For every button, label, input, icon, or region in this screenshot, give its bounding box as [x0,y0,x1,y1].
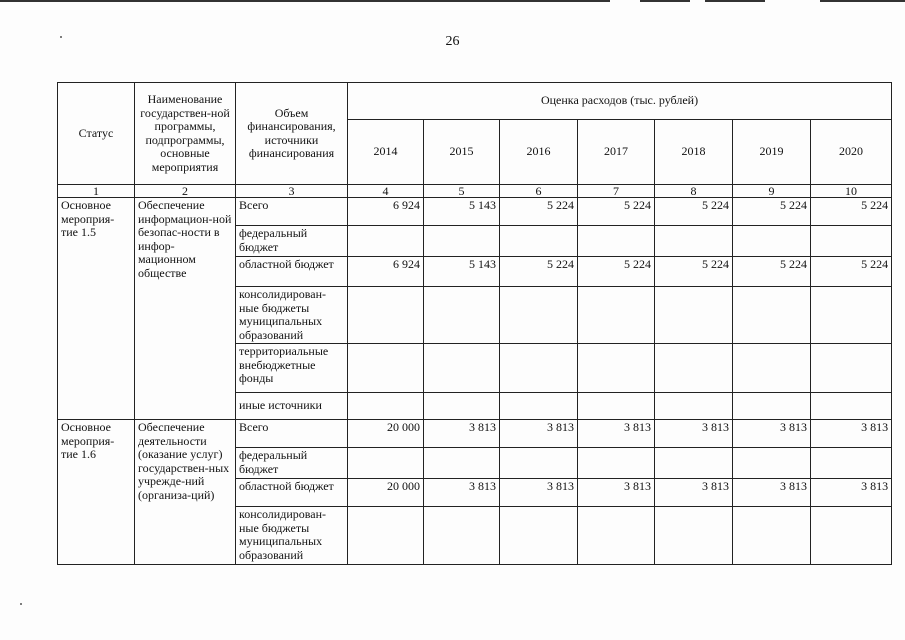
value-cell [424,287,500,344]
value-cell [348,507,424,565]
funding-source: территориальные внебюджетные фонды [236,344,348,393]
value-cell [424,344,500,393]
funding-source: федеральный бюджет [236,448,348,479]
value-cell [655,287,733,344]
value-cell: 5 224 [811,198,892,226]
value-cell [500,393,578,420]
value-cell [655,344,733,393]
value-cell: 5 143 [424,257,500,287]
header-funding: Объем финансирования, источники финансирования [236,83,348,185]
value-cell [811,448,892,479]
value-cell [424,226,500,257]
value-cell: 5 143 [424,198,500,226]
table-row [58,198,892,226]
value-cell [500,344,578,393]
value-cell: 3 813 [733,420,811,448]
value-cell [348,344,424,393]
value-cell: 5 224 [578,198,655,226]
value-cell: 3 813 [655,420,733,448]
scan-speck [20,603,22,605]
funding-source: федеральный бюджет [236,226,348,257]
value-cell [811,226,892,257]
value-cell [500,287,578,344]
column-number-row [58,185,892,198]
value-cell: 3 813 [655,479,733,507]
value-cell [348,226,424,257]
header-estimate: Оценка расходов (тыс. рублей) [348,83,892,120]
value-cell [655,393,733,420]
column-number: 3 [236,185,348,198]
value-cell [348,287,424,344]
value-cell [424,448,500,479]
value-cell: 5 224 [500,257,578,287]
status-cell: Основное мероприя-тие 1.6 [58,420,135,565]
column-number: 6 [500,185,578,198]
value-cell [655,448,733,479]
column-number: 9 [733,185,811,198]
value-cell [733,507,811,565]
status-cell: Основное мероприя-тие 1.5 [58,198,135,420]
value-cell [424,507,500,565]
funding-source: консолидирован-ные бюджеты муниципальных образований [236,287,348,344]
value-cell [578,393,655,420]
value-cell: 6 924 [348,257,424,287]
value-cell: 3 813 [811,420,892,448]
page-top-edge [0,0,905,3]
header-year: 2019 [733,120,811,185]
funding-source: иные источники [236,393,348,420]
header-status: Статус [58,83,135,185]
header-year: 2017 [578,120,655,185]
value-cell [811,344,892,393]
funding-source: консолидирован-ные бюджеты муниципальных образований [236,507,348,565]
funding-source: областной бюджет [236,479,348,507]
column-number: 7 [578,185,655,198]
value-cell [733,226,811,257]
value-cell [655,226,733,257]
header-year: 2014 [348,120,424,185]
value-cell [500,448,578,479]
value-cell: 3 813 [578,420,655,448]
value-cell [655,507,733,565]
value-cell [500,507,578,565]
column-number: 1 [58,185,135,198]
value-cell: 5 224 [500,198,578,226]
value-cell: 3 813 [500,420,578,448]
value-cell: 5 224 [655,257,733,287]
value-cell [733,448,811,479]
page-number: 26 [445,34,460,49]
value-cell [733,393,811,420]
measure-name-cell: Обеспечение информацион-ной безопас-ности в инфор-мационном обществе [135,198,236,420]
value-cell: 3 813 [500,479,578,507]
value-cell [578,507,655,565]
value-cell [578,226,655,257]
value-cell [811,287,892,344]
value-cell [424,393,500,420]
value-cell: 5 224 [578,257,655,287]
value-cell [578,448,655,479]
value-cell: 20 000 [348,479,424,507]
column-number: 8 [655,185,733,198]
funding-source: Всего [236,198,348,226]
header-year: 2018 [655,120,733,185]
value-cell: 3 813 [424,420,500,448]
value-cell [733,287,811,344]
value-cell [348,448,424,479]
value-cell [348,393,424,420]
funding-source: Всего [236,420,348,448]
value-cell: 6 924 [348,198,424,226]
value-cell: 5 224 [811,257,892,287]
value-cell [500,226,578,257]
header-year: 2016 [500,120,578,185]
measure-name-cell: Обеспечение деятельности (оказание услуг) государствен-ных учрежде-ний (организа-ций) [135,420,236,565]
value-cell: 5 224 [655,198,733,226]
value-cell: 3 813 [733,479,811,507]
header-program-name: Наименование государствен-ной программы, подпрограммы, основные мероприятия [135,83,236,185]
value-cell [811,507,892,565]
value-cell: 5 224 [733,257,811,287]
value-cell: 3 813 [578,479,655,507]
header-year: 2020 [811,120,892,185]
value-cell [733,344,811,393]
value-cell: 3 813 [424,479,500,507]
value-cell [578,287,655,344]
column-number: 4 [348,185,424,198]
value-cell [811,393,892,420]
value-cell: 3 813 [811,479,892,507]
funding-source: областной бюджет [236,257,348,287]
header-year: 2015 [424,120,500,185]
financing-table [57,82,892,565]
value-cell: 20 000 [348,420,424,448]
value-cell [578,344,655,393]
table-row [58,420,892,448]
column-number: 5 [424,185,500,198]
column-number: 2 [135,185,236,198]
value-cell: 5 224 [733,198,811,226]
column-number: 10 [811,185,892,198]
